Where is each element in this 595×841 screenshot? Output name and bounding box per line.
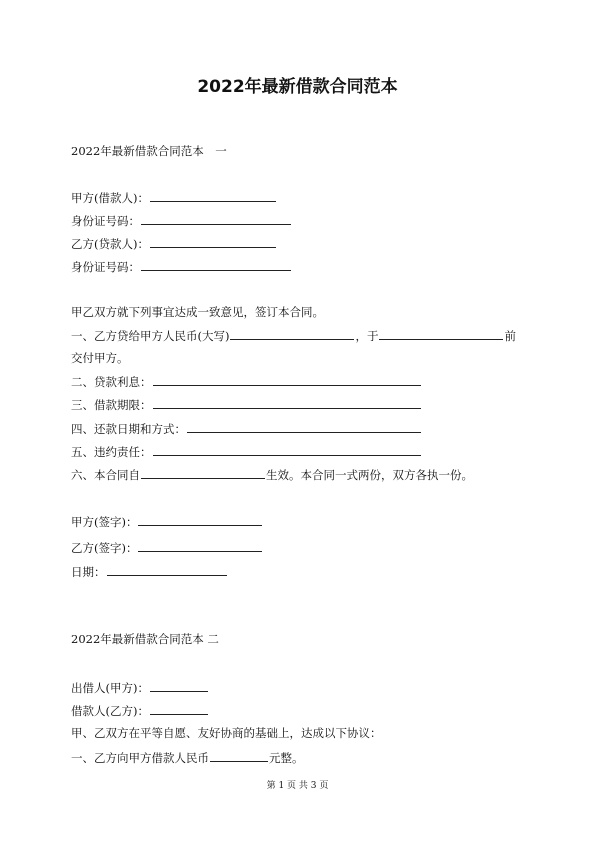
clause1-mid: ，于: [355, 329, 379, 343]
lender-label: 出借人(甲方)：: [71, 681, 149, 695]
amount-blank: [230, 328, 354, 340]
sign-a-label: 甲方(签字)：: [71, 515, 138, 529]
repayment-blank: [187, 421, 421, 433]
clause1-continuation: 交付甲方。: [71, 351, 129, 365]
lender-field: [71, 680, 209, 695]
sign-b-blank: [138, 540, 262, 552]
section2-clause1-prefix: 一、乙方向甲方借款人民币: [71, 751, 209, 765]
sign-a-field: [71, 514, 263, 529]
borrower-blank: [150, 703, 208, 715]
clause4-label: 四、还款日期和方式：: [71, 422, 186, 436]
borrower-field: [71, 703, 209, 718]
clause6-suffix: 生效。本合同一式两份，双方各执一份。: [266, 468, 473, 482]
interest-blank: [153, 374, 421, 386]
clause1-suffix: 前: [504, 329, 516, 343]
party-a-field: [71, 190, 277, 205]
section2-clause1: [71, 750, 304, 765]
id-b-field: [71, 259, 292, 274]
id-a-blank: [141, 213, 291, 225]
clause2: [71, 374, 422, 389]
clause1: [71, 328, 516, 343]
lender-blank: [150, 680, 208, 692]
term-blank: [153, 397, 421, 409]
clause3: [71, 397, 422, 412]
effective-date-blank: [141, 467, 265, 479]
clause6: [71, 467, 473, 482]
id-a-label: 身份证号码：: [71, 214, 140, 228]
section2-clause1-suffix: 元整。: [269, 751, 304, 765]
section1-intro: 甲乙双方就下列事宜达成一致意见，签订本合同。: [71, 305, 324, 319]
clause5: [71, 444, 422, 459]
date-blank: [107, 564, 227, 576]
page-footer: 第 1 页 共 3 页: [266, 781, 329, 791]
id-a-field: [71, 213, 292, 228]
id-b-label: 身份证号码：: [71, 260, 140, 274]
party-b-label: 乙方(贷款人)：: [71, 237, 149, 251]
loan-amount-blank: [210, 750, 268, 762]
clause4: [71, 421, 422, 436]
party-a-label: 甲方(借款人)：: [71, 191, 149, 205]
party-b-field: [71, 236, 277, 251]
clause5-label: 五、违约责任：: [71, 445, 152, 459]
clause2-label: 二、贷款利息：: [71, 375, 152, 389]
sign-b-field: [71, 540, 263, 555]
date-field: [71, 564, 228, 579]
section2-intro: 甲、乙双方在平等自愿、友好协商的基础上，达成以下协议：: [71, 726, 382, 740]
liability-blank: [153, 444, 421, 456]
clause1-prefix: 一、乙方贷给甲方人民币(大写): [71, 329, 230, 343]
document-title: 2022年最新借款合同范本: [197, 77, 398, 97]
clause6-prefix: 六、本合同自: [71, 468, 140, 482]
sign-b-label: 乙方(签字)：: [71, 541, 138, 555]
clause3-label: 三、借款期限：: [71, 398, 152, 412]
id-b-blank: [141, 259, 291, 271]
section1-heading: 2022年最新借款合同范本 一: [71, 144, 227, 158]
party-b-blank: [150, 236, 276, 248]
sign-a-blank: [138, 514, 262, 526]
section2-heading: 2022年最新借款合同范本 二: [71, 632, 219, 646]
party-a-blank: [150, 190, 276, 202]
borrower-label: 借款人(乙方)：: [71, 704, 149, 718]
delivery-date-blank: [379, 328, 503, 340]
date-label: 日期：: [71, 565, 106, 579]
